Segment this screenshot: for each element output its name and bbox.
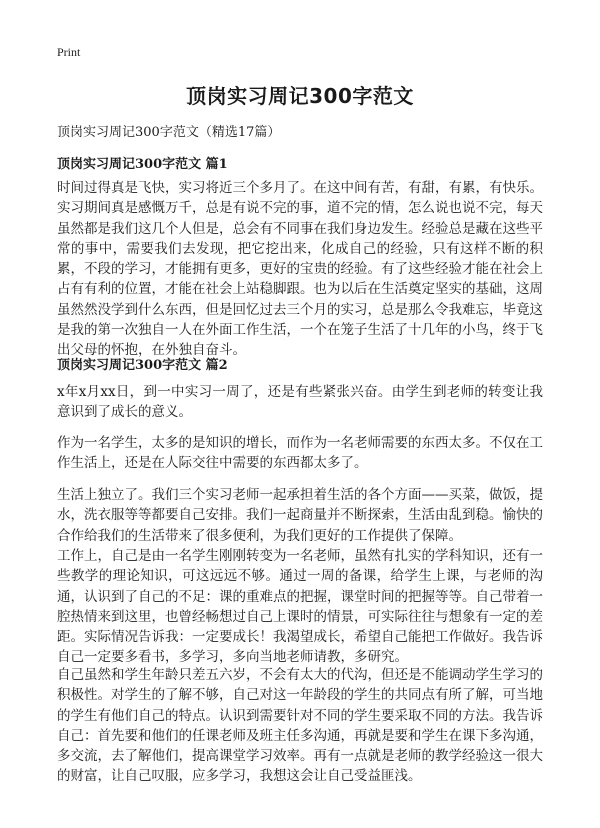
- section-2-paragraph-1: x年x月xx日，到一中实习一周了，还是有些紧张兴奋。由学生到老师的转变让我意识到了成长的意义。: [57, 384, 543, 421]
- section-heading-1: 顶岗实习周记300字范文 篇1: [57, 157, 228, 172]
- section-2-paragraph-2: 作为一名学生，太多的是知识的增长，而作为一名老师需要的东西太多。不仅在工作生活上，还是在人际交往中需要的东西都太多了。: [57, 435, 543, 472]
- section-2-paragraph-3: 生活上独立了。我们三个实习老师一起承担着生活的各个方面——买菜，做饭，提水，洗衣服等等都要自己安排。我们一起商量并不断探索，生活由乱到稳。愉快的合作给我们的生活带来了很多便利，为我们更好的工作提供了保障。: [57, 487, 543, 544]
- section-heading-2: 顶岗实习周记300字范文 篇2: [57, 358, 228, 373]
- document-title: 顶岗实习周记300字范文: [186, 84, 414, 108]
- document-subtitle: 顶岗实习周记300字范文（精选17篇）: [57, 125, 281, 140]
- print-link[interactable]: Print: [57, 45, 81, 59]
- section-2-paragraph-5: 自己虽然和学生年龄只差五六岁，不会有太大的代沟，但还是不能调动学生学习的积极性。对学生的了解不够，自己对这一年龄段的学生的共同点有所了解，可当地的学生有他们自己的特点。认识到需要针对不同的学生要采取不同的方法。我告诉自己：首先要和他们的任课老师及班主任多沟通，再就是要和学生在课下多沟通，多交流，去了解他们，提高课堂学习效率。再有一点就是老师的教学经验这一很大的财富，让自己叹服，应多学习，我想这会让自己受益匪浅。: [57, 667, 543, 785]
- section-2-paragraph-4: 工作上，自己是由一名学生刚刚转变为一名老师，虽然有扎实的学科知识，还有一些教学的理论知识，可这远远不够。通过一周的备课，给学生上课，与老师的沟通，认识到了自己的不足：课的重难点的把握，课堂时间的把握等等。自己带着一腔热情来到这里，也曾经畅想过自己上课时的情景，可实际往往与想象有一定的差距。实际情况告诉我：一定要成长！我渴望成长，希望自己能把工作做好。我告诉自己一定要多看书，多学习，多向当地老师请教，多研究。: [57, 548, 543, 666]
- section-1-paragraph-1: 时间过得真是飞快，实习将近三个多月了。在这中间有苦，有甜，有累，有快乐。实习期间真是感慨万千，总是有说不完的事，道不完的情，怎么说也说不完，每天虽然都是我们这几个人但是，总会有不同事在我们身边发生。经验总是藏在这些平常的事中，需要我们去发现，把它挖出来，化成自己的经验，只有这样不断的积累，不段的学习，才能拥有更多，更好的宝贵的经验。有了这些经验才能在社会上占有有利的位置，才能在社会上站稳脚跟。也为以后在生活奠定坚实的基础，这周虽然然没学到什么东西，但是回忆过去三个月的实习，总是那么令我难忘，毕竟这是我的第一次独自一人在外面工作生活，一个在笼子生活了十几年的小鸟，终于飞出父母的怀抱，在外独自奋斗。: [57, 180, 543, 359]
